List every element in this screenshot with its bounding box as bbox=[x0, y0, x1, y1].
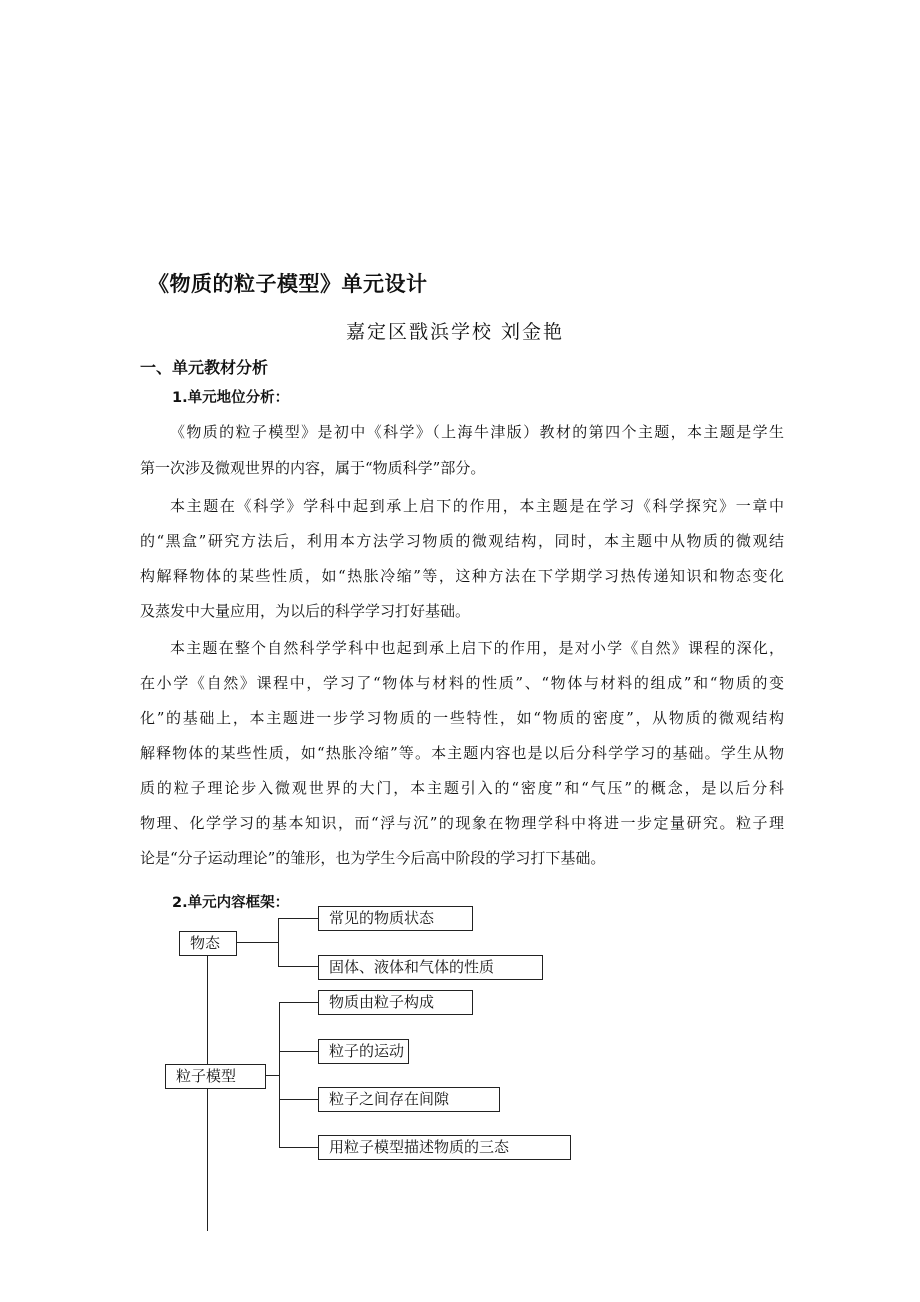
node-state: 物态 bbox=[179, 931, 237, 956]
node-particle-motion: 粒子的运动 bbox=[318, 1039, 409, 1064]
node-common-states: 常见的物质状态 bbox=[318, 906, 473, 931]
paragraph-3-line: 质的粒子理论步入微观世界的大门，本主题引入的“密度”和“气压”的概念，是以后分科 bbox=[140, 779, 784, 797]
paragraph-3-line: 在小学《自然》课程中，学习了“物体与材料的性质”、“物体与材料的组成”和“物质的变 bbox=[140, 674, 784, 692]
subsection-heading-unit-position: 1.单元地位分析： bbox=[172, 390, 290, 406]
paragraph-1-line: 第一次涉及微观世界的内容，属于“物质科学”部分。 bbox=[140, 459, 486, 477]
paragraph-2-line: 的“黑盒”研究方法后，利用本方法学习物质的微观结构，同时，本主题中从物质的微观结 bbox=[140, 532, 784, 550]
author-line: 嘉定区戬浜学校 刘金艳 bbox=[346, 321, 565, 343]
node-particle-model: 粒子模型 bbox=[165, 1064, 266, 1089]
paragraph-3-line: 物理、化学学习的基本知识，而“浮与沉”的现象在物理学科中将进一步定量研究。粒子理 bbox=[140, 814, 784, 832]
paragraph-3-line: 化”的基础上，本主题进一步学习物质的一些特性，如“物质的密度”，从物质的微观结构 bbox=[140, 709, 784, 727]
paragraph-2-line: 及蒸发中大量应用，为以后的科学学习打好基础。 bbox=[140, 602, 471, 620]
paragraph-3-line: 论是“分子运动理论”的雏形，也为学生今后高中阶段的学习打下基础。 bbox=[140, 849, 606, 867]
paragraph-2-line: 构解释物体的某些性质，如“热胀冷缩”等，这种方法在下学期学习热传递知识和物态变化 bbox=[140, 567, 784, 585]
paragraph-2-line: 本主题在《科学》学科中起到承上启下的作用，本主题是在学习《科学探究》一章中 bbox=[170, 497, 784, 515]
document-title: 《物质的粒子模型》单元设计 bbox=[148, 272, 428, 296]
subsection-heading-content-framework: 2.单元内容框架： bbox=[172, 895, 290, 911]
paragraph-3-line: 本主题在整个自然科学学科中也起到承上启下的作用，是对小学《自然》课程的深化， bbox=[170, 639, 784, 657]
node-three-states-model: 用粒子模型描述物质的三态 bbox=[318, 1135, 571, 1160]
paragraph-3-line: 解释物体的某些性质，如“热胀冷缩”等。本主题内容也是以后分科学学习的基础。学生从物 bbox=[140, 744, 784, 762]
paragraph-1-line: 《物质的粒子模型》是初中《科学》（上海牛津版）教材的第四个主题，本主题是学生 bbox=[170, 423, 784, 441]
node-gaps-between-particles: 粒子之间存在间隙 bbox=[318, 1087, 500, 1112]
section-heading-teaching-material-analysis: 一、单元教材分析 bbox=[140, 358, 269, 377]
node-matter-made-of-particles: 物质由粒子构成 bbox=[318, 990, 473, 1015]
node-solid-liquid-gas-properties: 固体、液体和气体的性质 bbox=[318, 955, 543, 980]
